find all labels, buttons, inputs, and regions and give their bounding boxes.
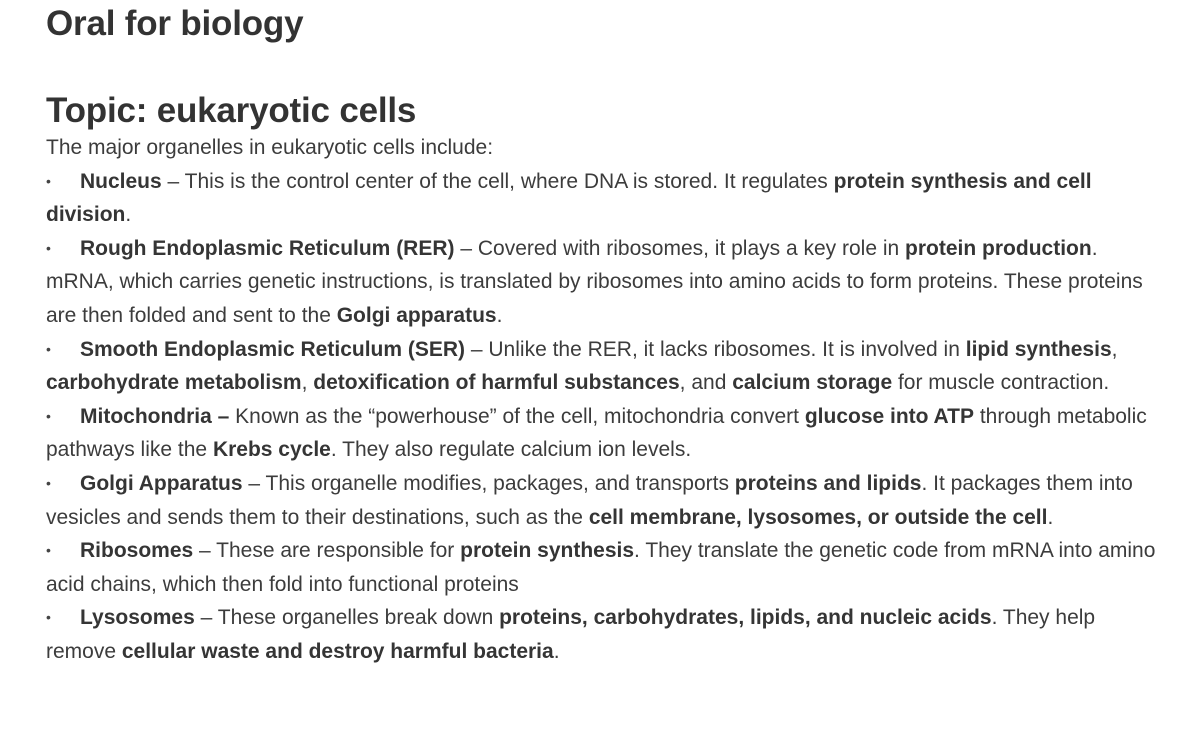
list-item bbox=[46, 232, 1156, 333]
bullet-icon: • bbox=[46, 407, 51, 424]
text-segment: . bbox=[125, 203, 132, 227]
topic-heading: Topic: eukaryotic cells bbox=[46, 91, 417, 130]
bold-term: cell membrane, lysosomes, or outside the cell bbox=[588, 505, 1048, 529]
text-segment: – These are responsible for bbox=[193, 539, 461, 563]
bold-term: Mitochondria – bbox=[80, 404, 230, 428]
text-segment: for muscle contraction. bbox=[892, 371, 1110, 395]
text-segment: . They help remove bbox=[46, 606, 1096, 663]
bold-term: lipid synthesis bbox=[965, 337, 1112, 361]
text-segment: . mRNA, which carries genetic instructions, is translated by ribosomes into amino acids to form proteins. These proteins are then folded and sent to the bbox=[46, 236, 1143, 327]
text-segment: , bbox=[1111, 337, 1118, 361]
text-segment: – This is the control center of the cell, where DNA is stored. It regulates bbox=[161, 169, 834, 193]
text-segment: . bbox=[496, 303, 503, 327]
text-segment: Known as the “powerhouse” of the cell, mitochondria convert bbox=[229, 404, 805, 428]
text-segment: . It packages them into vesicles and sends them to their destinations, such as the bbox=[46, 471, 1133, 529]
text-segment: – These organelles break down bbox=[194, 606, 500, 630]
text-segment: – Unlike the RER, it lacks ribosomes. It is involved in bbox=[465, 337, 966, 361]
text-segment: . They translate the genetic code from mRNA into amino acid chains, which then fold into functional proteins bbox=[46, 539, 1156, 596]
document-title: Oral for biology bbox=[46, 4, 304, 43]
list-item bbox=[46, 601, 1156, 668]
text-segment: . They also regulate calcium ion levels. bbox=[330, 438, 692, 462]
bold-term: glucose into ATP bbox=[804, 404, 974, 428]
organelle-list bbox=[46, 165, 1156, 669]
bold-term: Rough Endoplasmic Reticulum (RER) bbox=[80, 236, 455, 260]
bold-term: Ribosomes bbox=[80, 539, 194, 563]
bold-term: proteins, carbohydrates, lipids, and nucleic acids bbox=[499, 606, 992, 630]
bold-term: cellular waste and destroy harmful bacteria bbox=[121, 639, 554, 663]
bullet-icon: • bbox=[46, 609, 51, 626]
bullet-icon: • bbox=[46, 340, 51, 357]
bold-term: Golgi apparatus bbox=[336, 303, 497, 327]
list-item bbox=[46, 333, 1156, 400]
bullet-icon: • bbox=[46, 542, 51, 559]
bold-term: calcium storage bbox=[732, 371, 893, 395]
bullet-icon: • bbox=[46, 239, 51, 256]
text-segment: , bbox=[301, 371, 314, 395]
text-segment: – This organelle modifies, packages, and transports bbox=[242, 471, 735, 495]
text-segment: . bbox=[1047, 505, 1054, 529]
bold-term: detoxification of harmful substances bbox=[313, 371, 680, 395]
bold-term: Smooth Endoplasmic Reticulum (SER) bbox=[80, 337, 466, 361]
bold-term: Golgi Apparatus bbox=[80, 471, 243, 495]
list-item bbox=[46, 467, 1156, 534]
text-segment: – Covered with ribosomes, it plays a key role in bbox=[454, 236, 906, 260]
bold-term: protein production bbox=[905, 236, 1092, 260]
list-item bbox=[46, 534, 1156, 601]
list-item bbox=[46, 165, 1156, 232]
bold-term: Nucleus bbox=[80, 169, 162, 193]
list-item bbox=[46, 400, 1156, 467]
bullet-icon: • bbox=[46, 172, 51, 189]
bullet-icon: • bbox=[46, 474, 51, 491]
note-document bbox=[46, 0, 1156, 669]
bold-term: protein synthesis and cell division bbox=[46, 169, 1092, 227]
bold-term: carbohydrate metabolism bbox=[46, 371, 302, 395]
intro-paragraph: The major organelles in eukaryotic cells include: bbox=[46, 136, 494, 159]
bold-term: proteins and lipids bbox=[734, 471, 922, 495]
bold-term: protein synthesis bbox=[460, 539, 635, 563]
bold-term: Krebs cycle bbox=[212, 438, 331, 462]
text-segment: . bbox=[553, 639, 560, 663]
bold-term: Lysosomes bbox=[80, 606, 195, 630]
text-segment: through metabolic pathways like the bbox=[46, 404, 1147, 462]
text-segment: , and bbox=[679, 371, 733, 395]
